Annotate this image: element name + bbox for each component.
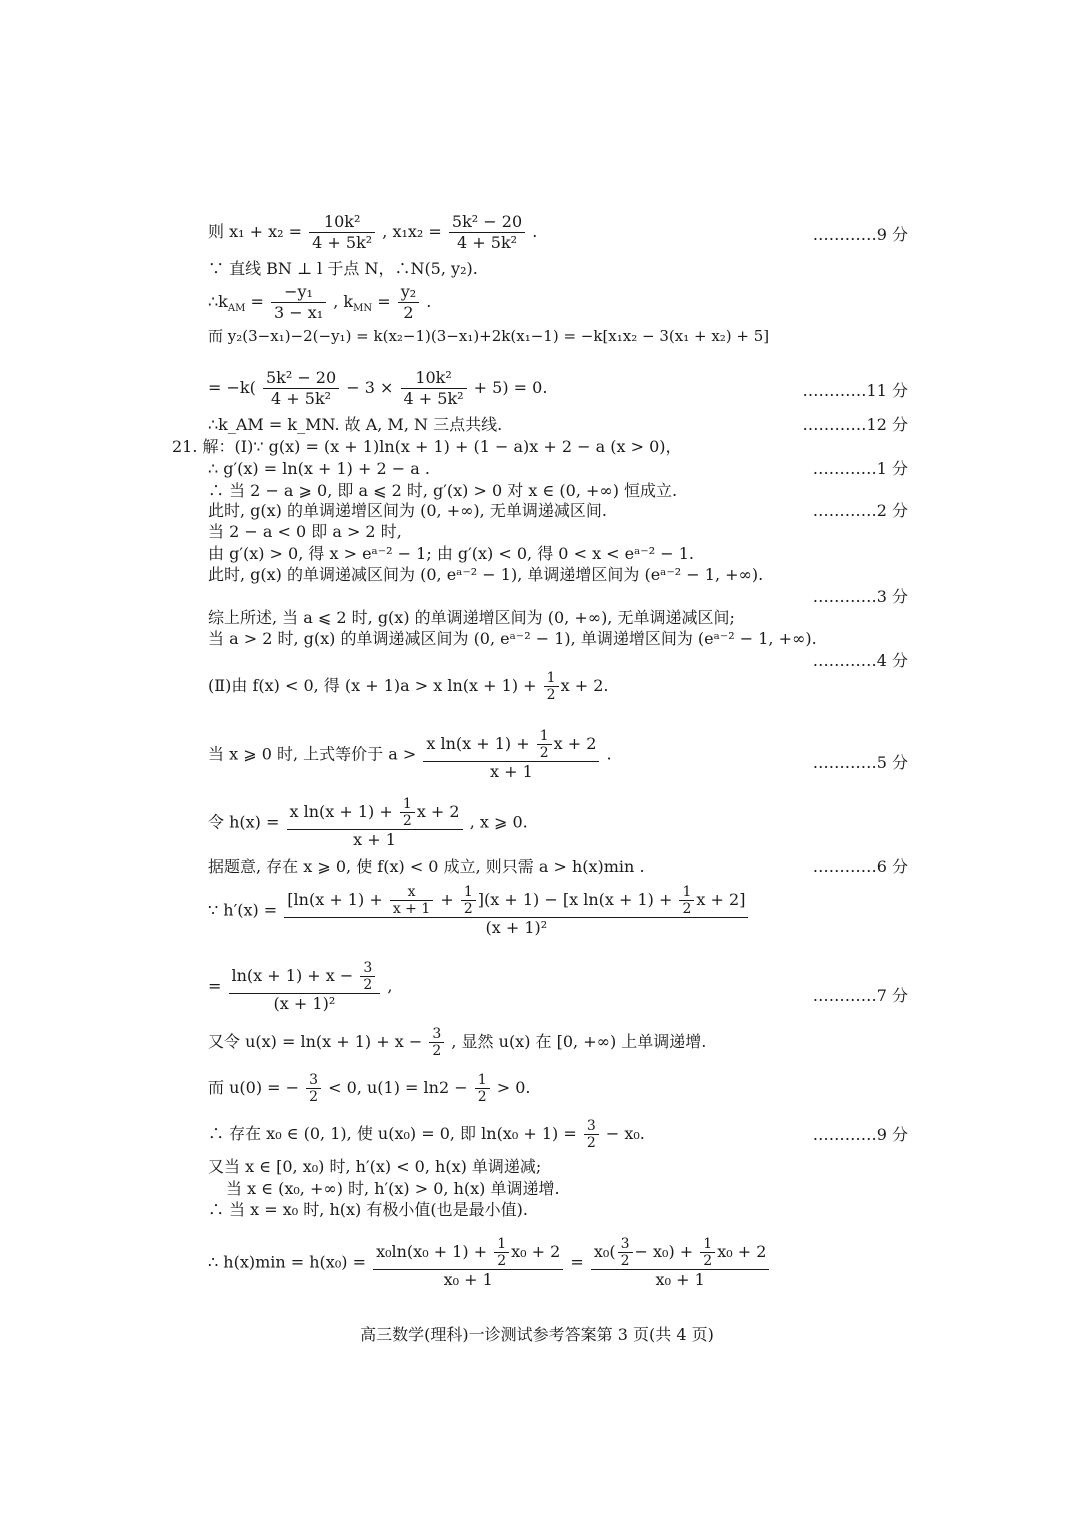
fraction: [309, 212, 375, 253]
line-u-values: [208, 1072, 531, 1105]
score-marker: …………5 分: [812, 753, 908, 772]
subscript: AM: [227, 303, 246, 315]
line-decreasing: 又当 x ∈ [0, x₀) 时, h′(x) < 0, h(x) 单调递减;: [208, 1157, 542, 1176]
text: .: [532, 222, 538, 241]
text: x ln(x + 1) +: [426, 734, 530, 753]
text: > 0.: [496, 1078, 531, 1097]
line-condition: 据题意, 存在 x ⩾ 0, 使 f(x) < 0 成立, 则只需 a > h(x)min .: [208, 857, 645, 876]
fraction-half: [475, 1072, 490, 1105]
fraction-half: [400, 796, 415, 829]
text: , 显然 u(x) 在 [0, +∞) 上单调递增.: [451, 1032, 707, 1051]
line-part2-start: [208, 670, 608, 703]
numerator: 5k² − 20: [451, 212, 523, 231]
text: x + 2: [553, 734, 597, 753]
denominator: x + 1: [423, 761, 599, 782]
text: =: [250, 292, 264, 311]
fraction: [423, 728, 599, 782]
denominator: 2: [398, 302, 419, 323]
denominator: 2: [618, 1252, 633, 1269]
text: x₀ + 2: [717, 1242, 767, 1261]
text: , x ⩾ 0.: [469, 812, 528, 832]
numerator: x: [407, 884, 416, 900]
score-marker: …………9 分: [812, 1125, 908, 1144]
numerator: 1: [497, 1236, 507, 1252]
numerator: 10k²: [323, 212, 361, 231]
text: , x₁x₂ =: [382, 222, 442, 241]
denominator: 4 + 5k²: [401, 388, 467, 409]
fraction: [373, 1236, 563, 1290]
denominator: 2: [306, 1088, 321, 1105]
line-bn-perp: ∵ 直线 BN ⊥ l 于点 N，∴N(5, y₂).: [208, 259, 478, 278]
denominator: 2: [360, 976, 375, 993]
fraction: [401, 368, 467, 409]
line-equals-zero: [208, 368, 547, 409]
line-exists-x0: [208, 1118, 645, 1151]
numerator: [591, 1236, 770, 1269]
numerator: 1: [703, 1236, 713, 1252]
text: + 5) = 0.: [473, 378, 548, 397]
text: − x₀) +: [634, 1242, 694, 1261]
denominator: 2: [679, 900, 694, 917]
line-define-h: [208, 796, 528, 850]
numerator: 1: [463, 884, 473, 900]
text: 而 u(0) = −: [208, 1078, 300, 1097]
line-h-prime: [208, 884, 750, 938]
denominator: 2: [537, 744, 552, 761]
text: ∵ h′(x) =: [208, 900, 278, 920]
text: x₀ln(x₀ + 1) +: [376, 1242, 488, 1261]
numerator: 1: [682, 884, 692, 900]
line-case2-result: 此时, g(x) 的单调递减区间为 (0, eᵃ⁻² − 1), 单调递增区间为 (eᵃ⁻² − 1, +∞).: [208, 565, 764, 584]
denominator: x₀ + 1: [591, 1269, 770, 1290]
fraction: [591, 1236, 770, 1290]
denominator: 2: [429, 1042, 444, 1059]
fraction: [390, 884, 433, 917]
fraction-half: [679, 884, 694, 917]
score-marker: …………11 分: [802, 381, 908, 400]
fraction-three-halves: [306, 1072, 321, 1105]
line-case1-result: 此时, g(x) 的单调递增区间为 (0, +∞), 无单调递减区间.: [208, 501, 607, 520]
fraction: [263, 368, 339, 409]
numerator: −y₁: [284, 282, 313, 301]
line-increasing: 当 x ∈ (x₀, +∞) 时, h′(x) > 0, h(x) 单调递增.: [226, 1179, 560, 1198]
numerator: [287, 796, 463, 829]
fraction: [271, 282, 326, 323]
fraction-half: [700, 1236, 715, 1269]
score-marker: …………7 分: [812, 986, 908, 1005]
numerator: 1: [546, 670, 556, 686]
denominator: x + 1: [287, 829, 463, 850]
line-case1: ∴ 当 2 − a ⩾ 0, 即 a ⩽ 2 时, g′(x) > 0 对 x ∈ (0, +∞) 恒成立.: [208, 481, 678, 500]
score-marker: …………4 分: [812, 651, 908, 670]
fraction: [229, 960, 381, 1014]
fraction-three-halves: [584, 1118, 599, 1151]
text: x + 2: [416, 802, 460, 821]
numerator: 3: [363, 960, 373, 976]
numerator: [229, 960, 381, 993]
score-marker: …………9 分: [812, 225, 908, 244]
fraction-three-halves: [429, 1026, 444, 1059]
line-define-u: [208, 1026, 706, 1059]
text: ∴ 存在 x₀ ∈ (0, 1), 使 u(x₀) = 0, 即 ln(x₀ + 1) =: [208, 1124, 577, 1143]
denominator: 4 + 5k²: [263, 388, 339, 409]
fraction: [449, 212, 525, 253]
text: x ln(x + 1) +: [289, 802, 393, 821]
text: − x₀.: [605, 1124, 645, 1143]
denominator: 2: [700, 1252, 715, 1269]
fraction-half: [461, 884, 476, 917]
denominator: x + 1: [390, 900, 433, 917]
numerator: y₂: [400, 282, 417, 301]
fraction-half: [544, 670, 559, 703]
denominator: 2: [475, 1088, 490, 1105]
text: ∴k: [208, 292, 228, 311]
fraction: [287, 796, 463, 850]
fraction-half: [494, 1236, 509, 1269]
text: =: [377, 292, 391, 311]
text: =: [570, 1252, 584, 1272]
score-marker: …………3 分: [812, 587, 908, 606]
line-summary2: 当 a > 2 时, g(x) 的单调递减区间为 (0, eᵃ⁻² − 1), 单调递增区间为 (eᵃ⁻² − 1, +∞).: [208, 629, 817, 648]
line-collinear: ∴k_AM = k_MN. 故 A, M, N 三点共线.: [208, 415, 503, 434]
text: − 3 ×: [346, 378, 394, 397]
text: x + 2.: [560, 676, 609, 695]
line-summary1: 综上所述, 当 a ⩽ 2 时, g(x) 的单调递增区间为 (0, +∞), 无单调递减区间;: [208, 608, 735, 627]
subscript: MN: [353, 303, 373, 315]
numerator: 3: [432, 1026, 442, 1042]
text: 又令 u(x) = ln(x + 1) + x −: [208, 1032, 423, 1051]
line-h-prime-simplified: [208, 960, 392, 1014]
numerator: 3: [309, 1072, 319, 1088]
numerator: [373, 1236, 563, 1269]
denominator: 4 + 5k²: [309, 232, 375, 253]
text: x₀ + 2: [511, 1242, 561, 1261]
text: ,: [387, 976, 393, 996]
denominator: 2: [584, 1134, 599, 1151]
text: ](x + 1) − [x ln(x + 1) +: [477, 890, 673, 909]
numerator: [284, 884, 748, 917]
denominator: (x + 1)²: [229, 993, 381, 1014]
text: [ln(x + 1) +: [287, 890, 383, 909]
score-marker: …………6 分: [812, 857, 908, 876]
question-21-start: 21. 解：(Ⅰ)∵ g(x) = (x + 1)ln(x + 1) + (1 − a)x + 2 − a (x > 0)，: [172, 437, 682, 456]
fraction-three-halves: [618, 1236, 633, 1269]
text: < 0, u(1) = ln2 −: [328, 1078, 468, 1097]
denominator: x₀ + 1: [373, 1269, 563, 1290]
line-case2-solve: 由 g′(x) > 0, 得 x > eᵃ⁻² − 1; 由 g′(x) < 0, 得 0 < x < eᵃ⁻² − 1.: [208, 544, 695, 563]
denominator: 3 − x₁: [271, 302, 326, 323]
text: x + 2]: [696, 890, 746, 909]
numerator: 3: [586, 1118, 596, 1134]
line-expand: 而 y₂(3−x₁)−2(−y₁) = k(x₂−1)(3−x₁)+2k(x₁−1) = −k[x₁x₂ − 3(x₁ + x₂) + 5]: [208, 327, 770, 345]
numerator: 1: [539, 728, 549, 744]
score-marker: …………1 分: [812, 459, 908, 478]
text: =: [208, 976, 222, 996]
denominator: 2: [494, 1252, 509, 1269]
text: +: [440, 890, 454, 909]
numerator: 10k²: [415, 368, 452, 387]
text: 当 x ⩾ 0 时, 上式等价于 a >: [208, 744, 417, 764]
line-h-min: [208, 1236, 771, 1290]
fraction: [284, 884, 748, 938]
text: (Ⅱ)由 f(x) < 0, 得 (x + 1)a > x ln(x + 1) +: [208, 676, 537, 695]
text: .: [426, 292, 432, 311]
fraction-three-halves: [360, 960, 375, 993]
text: 令 h(x) =: [208, 812, 280, 832]
text: 则 x₁ + x₂ =: [208, 222, 303, 241]
text: ln(x + 1) + x −: [231, 966, 354, 985]
denominator: 2: [400, 812, 415, 829]
line-derivative: ∴ g′(x) = ln(x + 1) + 2 − a .: [208, 459, 430, 478]
page-footer: 高三数学(理科)一诊测试参考答案第 3 页(共 4 页): [360, 1325, 714, 1344]
denominator: 2: [544, 686, 559, 703]
fraction: [398, 282, 419, 323]
numerator: 3: [620, 1236, 630, 1252]
score-marker: …………12 分: [802, 415, 908, 434]
score-marker: …………2 分: [812, 501, 908, 520]
denominator: 2: [461, 900, 476, 917]
numerator: [423, 728, 599, 761]
fraction-half: [537, 728, 552, 761]
numerator: 5k² − 20: [265, 368, 337, 387]
denominator: (x + 1)²: [284, 917, 748, 938]
line-sum-product: [208, 212, 537, 253]
line-case2: 当 2 − a < 0 即 a > 2 时,: [208, 522, 402, 541]
text: , k: [333, 292, 354, 311]
line-equivalent: [208, 728, 612, 782]
text: .: [606, 744, 612, 764]
text: = −k(: [208, 378, 256, 397]
text: ∴ h(x)min = h(x₀) =: [208, 1252, 366, 1272]
numerator: 1: [402, 796, 412, 812]
line-minimum: ∴ 当 x = x₀ 时, h(x) 有极小值(也是最小值).: [208, 1200, 528, 1219]
line-slopes: [208, 282, 431, 323]
text: x₀(: [593, 1242, 616, 1261]
numerator: 1: [477, 1072, 487, 1088]
denominator: 4 + 5k²: [449, 232, 525, 253]
